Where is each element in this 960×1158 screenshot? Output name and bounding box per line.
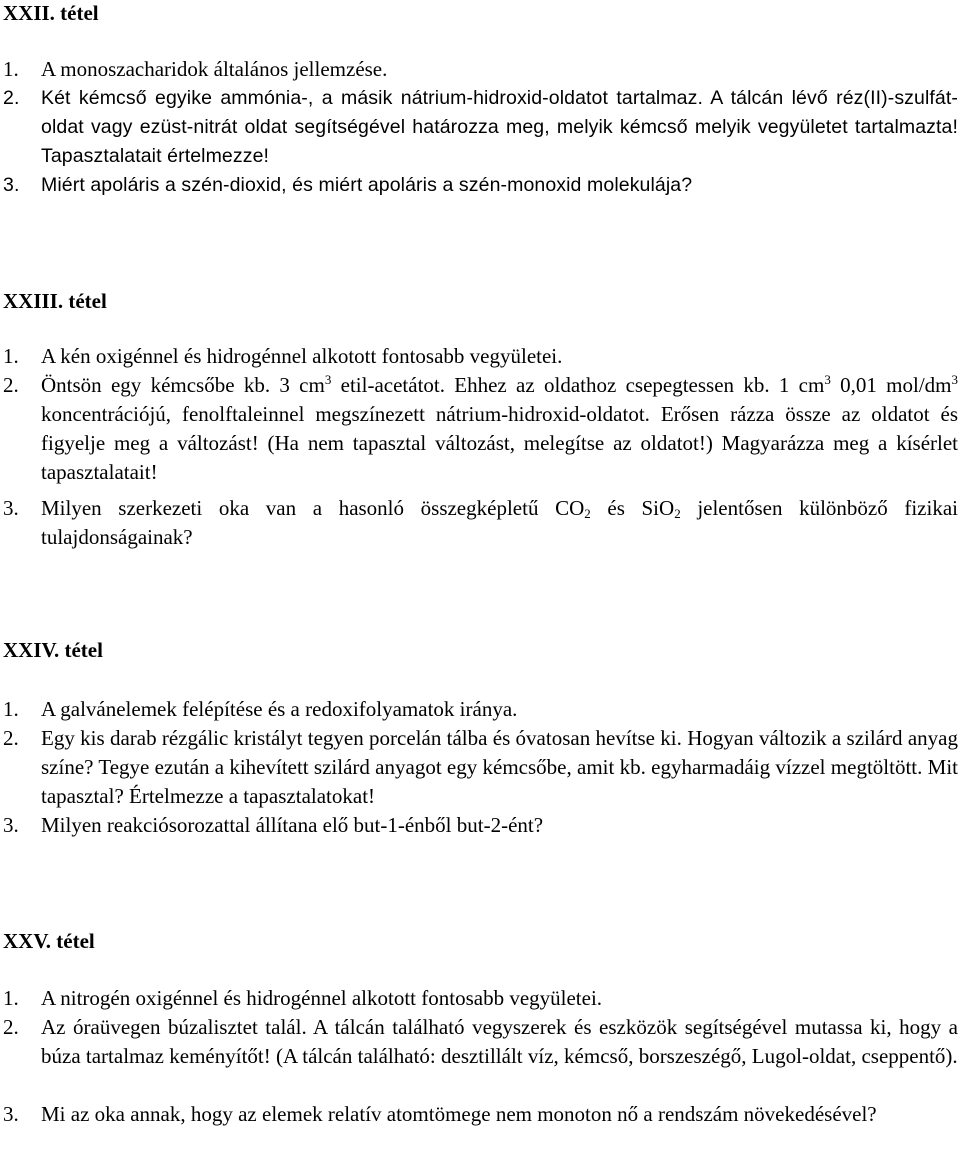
item-text: A galvánelemek felépítése és a redoxifolyamatok iránya. (41, 697, 518, 721)
item-text (41, 494, 958, 552)
list-item (3, 724, 958, 811)
section-title: XXV. tétel (3, 929, 95, 953)
item-number: 1. (3, 986, 19, 1010)
text-run: jelentősen különböző fizikai tulajdonságainak? (41, 496, 958, 549)
item-number: 1. (3, 344, 19, 368)
list-item (3, 342, 958, 371)
subscript: 2 (674, 506, 681, 521)
item-text: Mi az oka annak, hogy az elemek relatív atomtömege nem monoton nő a rendszám növekedésével? (41, 1102, 877, 1126)
item-number: 3. (3, 1102, 19, 1126)
list-item (3, 695, 958, 724)
subscript: 2 (584, 506, 591, 521)
item-text: A kén oxigénnel és hidrogénnel alkotott fontosabb vegyületei. (41, 344, 563, 368)
list-item (3, 171, 958, 200)
item-number: 3. (3, 174, 20, 196)
text-run: Öntsön egy kémcsőbe kb. 3 cm (41, 373, 325, 397)
list-item (3, 1100, 958, 1158)
item-number: 2. (3, 373, 19, 397)
text-run: Milyen szerkezeti oka van a hasonló összegképletű CO (41, 496, 585, 520)
list-item (3, 984, 958, 1013)
item-text: Milyen reakciósorozattal állítana elő but-1-énből but-2-ént? (41, 813, 544, 837)
item-number: 2. (3, 87, 20, 109)
superscript: 3 (951, 372, 959, 387)
item-number: 1. (3, 697, 19, 721)
item-number: 3. (3, 496, 19, 520)
item-number: 2. (3, 1015, 19, 1039)
section-title: XXIII. tétel (3, 289, 107, 313)
item-text: A monoszacharidok általános jellemzése. (41, 57, 388, 81)
superscript: 3 (824, 372, 831, 387)
list-item (3, 84, 958, 171)
section-title: XXIV. tétel (3, 638, 103, 662)
item-text: A nitrogén oxigénnel és hidrogénnel alkotott fontosabb vegyületei. (41, 986, 603, 1010)
text-run: koncentrációjú, fenolftaleinnel megszínezett nátrium-hidroxid-oldatot. Erősen rázza össze az oldatot és figyelje meg a változást! (Ha nem tapasztal változást, melegítse az oldatot!) Magyarázza meg a kísérlet tapasztalatait! (41, 402, 958, 484)
text-run: és SiO (590, 496, 675, 520)
list-item (3, 1013, 958, 1100)
item-text: Az óraüvegen búzalisztet talál. A tálcán található vegyszerek és eszközök segítségével mutassa ki, hogy a búza tartalmaz keményítőt! (A tálcán található: desztillált víz, kémcső, borszeszégő, Lugol-oldat, cseppentő). (41, 1015, 958, 1068)
item-number: 3. (3, 813, 19, 837)
text-run: etil-acetátot. Ehhez az oldathoz csepegtessen kb. 1 cm (331, 373, 825, 397)
item-number: 2. (3, 726, 19, 750)
list-item (3, 55, 958, 84)
list-item (3, 494, 958, 552)
list-item (3, 811, 958, 840)
item-text: Két kémcső egyike ammónia-, a másik nátrium-hidroxid-oldatot tartalmaz. A tálcán lévő réz(II)-szulfát-oldat vagy ezüst-nitrát oldat segítségével határozza meg, melyik kémcső melyik vegyületet tartalmazta! Tapasztalatait értelmezze! (41, 87, 958, 167)
item-text: Miért apoláris a szén-dioxid, és miért apoláris a szén-monoxid molekulája? (41, 174, 693, 196)
item-number: 1. (3, 57, 19, 81)
item-text: Egy kis darab rézgálic kristályt tegyen porcelán tálba és óvatosan hevítse ki. Hogyan változik a szilárd anyag színe? Tegye ezután a kihevített szilárd anyagot egy kémcsőbe, amit kb. egyharmadáig vízzel megtöltött. Mit tapasztal? Értelmezze a tapasztalatokat! (41, 726, 958, 808)
text-run: 0,01 mol/dm (830, 373, 952, 397)
section-title: XXII. tétel (3, 1, 99, 25)
superscript: 3 (324, 372, 332, 387)
list-item (3, 371, 958, 487)
item-text (41, 371, 958, 487)
